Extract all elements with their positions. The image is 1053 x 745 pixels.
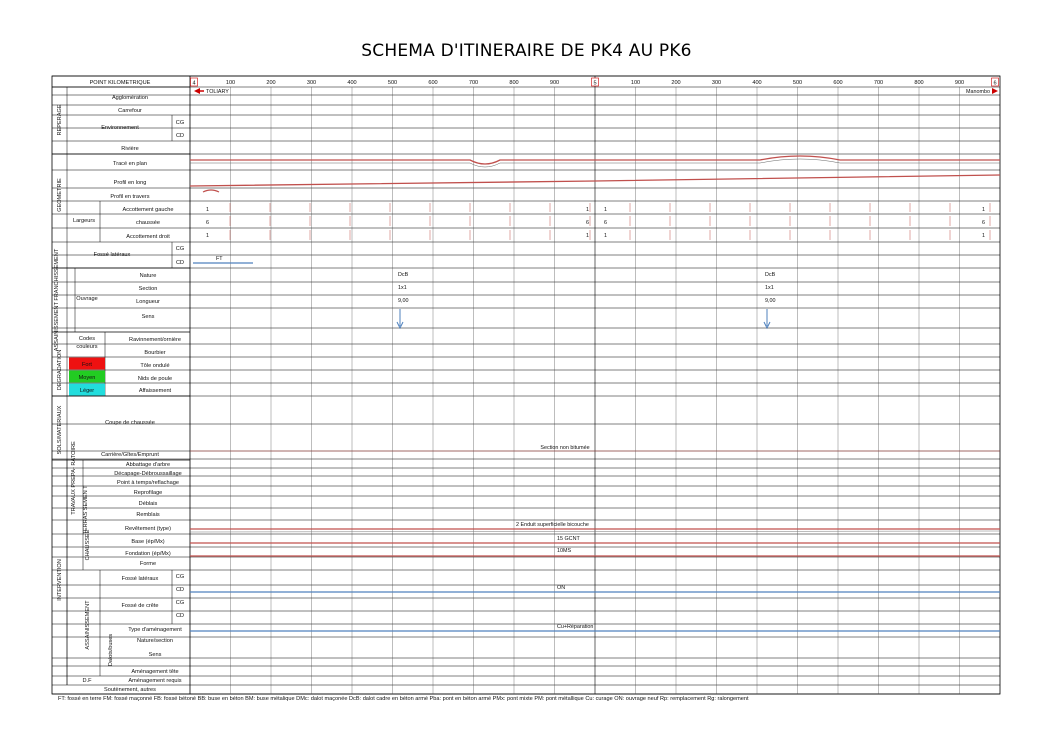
row-profil-long: Profil en long: [113, 180, 147, 186]
table-frame: [52, 76, 1000, 694]
section-non-bitumee: Section non bitumée: [540, 445, 590, 451]
ruler-tick-label: 300: [711, 80, 722, 86]
row-ouvrage: Ouvrage: [76, 296, 98, 302]
row-fosse-lat2: Fossé latéraux: [121, 576, 159, 582]
section-geometrie: GEOMETRIE: [57, 178, 63, 212]
row-cd: CD: [175, 613, 185, 619]
ruler-tick-label: 100: [630, 80, 641, 86]
section-chaussee: CHAUSSEE: [85, 529, 91, 561]
ruler-tick-label: 200: [266, 80, 276, 86]
row-deblais: Déblais: [138, 501, 158, 507]
ouvrage-nature-value: DcB: [398, 272, 409, 278]
row-section: Section: [138, 286, 158, 292]
row-affaissement: Affaissement: [138, 388, 172, 394]
row-fosse-crete: Fossé de crête: [121, 603, 159, 609]
ouvrage-section-value: 1x1: [398, 285, 407, 291]
row-abattage: Abbattage d'arbre: [125, 462, 171, 468]
largeur-value: 1: [982, 207, 985, 213]
profil-travers-sketch: [203, 190, 219, 192]
base-value: 15 GCNT: [557, 536, 580, 542]
largeur-value: 1: [604, 207, 607, 213]
pk-marker-label: 5: [593, 80, 597, 87]
section-dalots: Dalots/buses: [108, 633, 114, 667]
ruler-tick-label: 600: [833, 80, 843, 86]
ouvrage-longueur-value: 9,00: [398, 298, 409, 304]
row-cd: CD: [175, 260, 185, 266]
ruler-tick-label: 700: [468, 80, 479, 86]
fosse-lat-cd-value: ON: [557, 585, 566, 591]
origin-label: TOLIARY: [206, 89, 229, 95]
row-cd: CD: [175, 133, 185, 139]
severity-moyen-label: Moyen: [78, 375, 96, 381]
ruler-tick-label: 700: [873, 80, 884, 86]
largeur-value: 1: [586, 207, 589, 213]
ruler-tick-label: 800: [509, 80, 519, 86]
ruler-tick-label: 200: [671, 80, 681, 86]
row-sens: Sens: [141, 314, 155, 320]
largeur-value: 1: [604, 233, 607, 239]
row-cg: CG: [175, 574, 185, 580]
row-environnement: Environnement: [101, 125, 139, 131]
row-reprofilage: Reprofilage: [133, 490, 163, 496]
row-agglomeration: Agglomération: [111, 95, 149, 101]
left-arrow-icon: [194, 88, 200, 94]
row-amenagement-tete: Aménagement tête: [131, 669, 179, 675]
ruler-tick-label: 400: [347, 80, 357, 86]
row-soutenement: Soutènement, autres: [104, 687, 156, 693]
section-intervention: INTERVENTION: [57, 559, 63, 601]
row-acc-gauche: Accottement gauche: [122, 207, 174, 213]
section-degradation: DEGRADATION: [57, 349, 63, 391]
ruler-tick-label: 400: [752, 80, 762, 86]
revetement-value: 2 Enduit superficielle bicouche: [516, 522, 589, 528]
largeur-value: 6: [982, 220, 985, 226]
row-nature: Nature: [139, 273, 157, 279]
row-type-amenagement: Type d'aménagement: [128, 627, 182, 633]
largeur-value: 1: [206, 207, 209, 213]
largeur-value: 6: [206, 220, 209, 226]
severity-fort-label: Fort: [82, 362, 92, 368]
row-cg: CG: [175, 600, 185, 606]
row-cg: CG: [175, 120, 185, 126]
section-assainissement-int: ASSAINISSEMENT: [85, 600, 91, 650]
row-point-temps: Point à temps/reflachage: [117, 480, 179, 486]
fosse-cd-value: FT: [216, 256, 223, 262]
row-codes: Codes: [78, 336, 96, 342]
row-coupe: Coupe de chaussée: [105, 420, 155, 426]
largeur-value: 1: [586, 233, 589, 239]
row-largeurs: Largeurs: [72, 218, 96, 224]
section-assainissement: ASSAINISSEMENT FRANCHISSEMENT: [54, 248, 60, 352]
destination-label: Manombo: [966, 89, 990, 95]
ruler-tick-label: 300: [306, 80, 317, 86]
ruler-tick-label: 900: [549, 80, 560, 86]
row-profil-travers: Profil en travers: [110, 194, 150, 200]
row-bourbier: Bourbier: [144, 350, 166, 356]
ouvrage-nature-value: DcB: [765, 272, 776, 278]
largeur-value: 6: [604, 220, 607, 226]
row-nature-section: Nature/section: [136, 638, 174, 644]
row-acc-droit: Accottement droit: [126, 234, 170, 240]
ruler-tick-label: 500: [387, 80, 398, 86]
row-sens2: Sens: [148, 652, 162, 658]
ruler-tick-label: 100: [225, 80, 236, 86]
row-base: Base (ép/Mx): [131, 539, 165, 545]
ruler-tick-label: 500: [792, 80, 803, 86]
ouvrage-longueur-value: 9,00: [765, 298, 776, 304]
ruler-title: POINT KILOMETRIQUE: [89, 80, 151, 86]
row-trace: Tracé en plan: [113, 161, 147, 167]
section-travaux-prep: TRAVAUX PREPA- RATOIRE: [71, 441, 77, 515]
row-ravinement: Ravinnement/ornière: [129, 337, 181, 343]
row-chaussee: chaussée: [136, 220, 160, 226]
type-amenagement-value: Cu+Réparation: [557, 624, 594, 630]
row-nids: Nids de poule: [137, 376, 173, 382]
abbreviation-legend: FT: fossé en terre FM: fossé maçonné FB: fossé bétoné BB: buse en béton BM: buse métalique DMc: dalot maçonée DcB: dalot cadre en béton armé Pba: pont en béton armé PMx: pont mixte PM: pont métallique Cu: curage ON: ouvrage neuf Rp: remplacement Rg: ralongement: [58, 696, 749, 702]
row-cd: CD: [175, 587, 185, 593]
page-title: SCHEMA D'ITINERAIRE DE PK4 AU PK6: [361, 41, 692, 61]
row-carrefour: Carrefour: [118, 108, 142, 114]
largeur-value: 1: [206, 233, 209, 239]
row-forme: Forme: [139, 561, 157, 567]
pk-marker-label: 6: [993, 80, 997, 87]
ruler-tick-label: 600: [428, 80, 438, 86]
ruler-tick-label: 900: [954, 80, 965, 86]
row-fondation: Fondation (ép/Mx): [125, 551, 171, 557]
right-arrow-icon: [992, 88, 998, 94]
section-reperage: REPERAGE: [57, 104, 63, 136]
ouvrage-section-value: 1x1: [765, 285, 774, 291]
row-fosse-lat: Fossé latéraux: [93, 252, 131, 258]
largeur-value: 1: [982, 233, 985, 239]
severity-leger-label: Léger: [79, 388, 95, 394]
fondation-value: 10MS: [557, 548, 572, 554]
row-tole: Tôle ondulé: [140, 363, 170, 369]
section-sols: SOLS/MATERIAUX: [57, 405, 63, 455]
row-df: D.F: [82, 678, 92, 684]
ruler-tick-label: 800: [914, 80, 924, 86]
largeur-value: 6: [586, 220, 589, 226]
pk-marker-label: 4: [192, 80, 196, 87]
row-remblais: Remblais: [136, 512, 160, 518]
row-riviere: Rivière: [121, 146, 139, 152]
row-codes: couleurs: [76, 344, 98, 350]
row-longueur: Longueur: [136, 299, 160, 305]
row-cg: CG: [175, 246, 185, 252]
row-decapage: Décapage-Débroussaillage: [114, 471, 182, 477]
row-revetement: Revêtement (type): [124, 526, 172, 532]
row-amenagement-requis: Aménagement requis: [128, 678, 182, 684]
section-terrassement: TERRAS SEMEN T: [83, 485, 89, 535]
row-carriere: Carrière/Gîtes/Emprunt: [101, 452, 159, 458]
